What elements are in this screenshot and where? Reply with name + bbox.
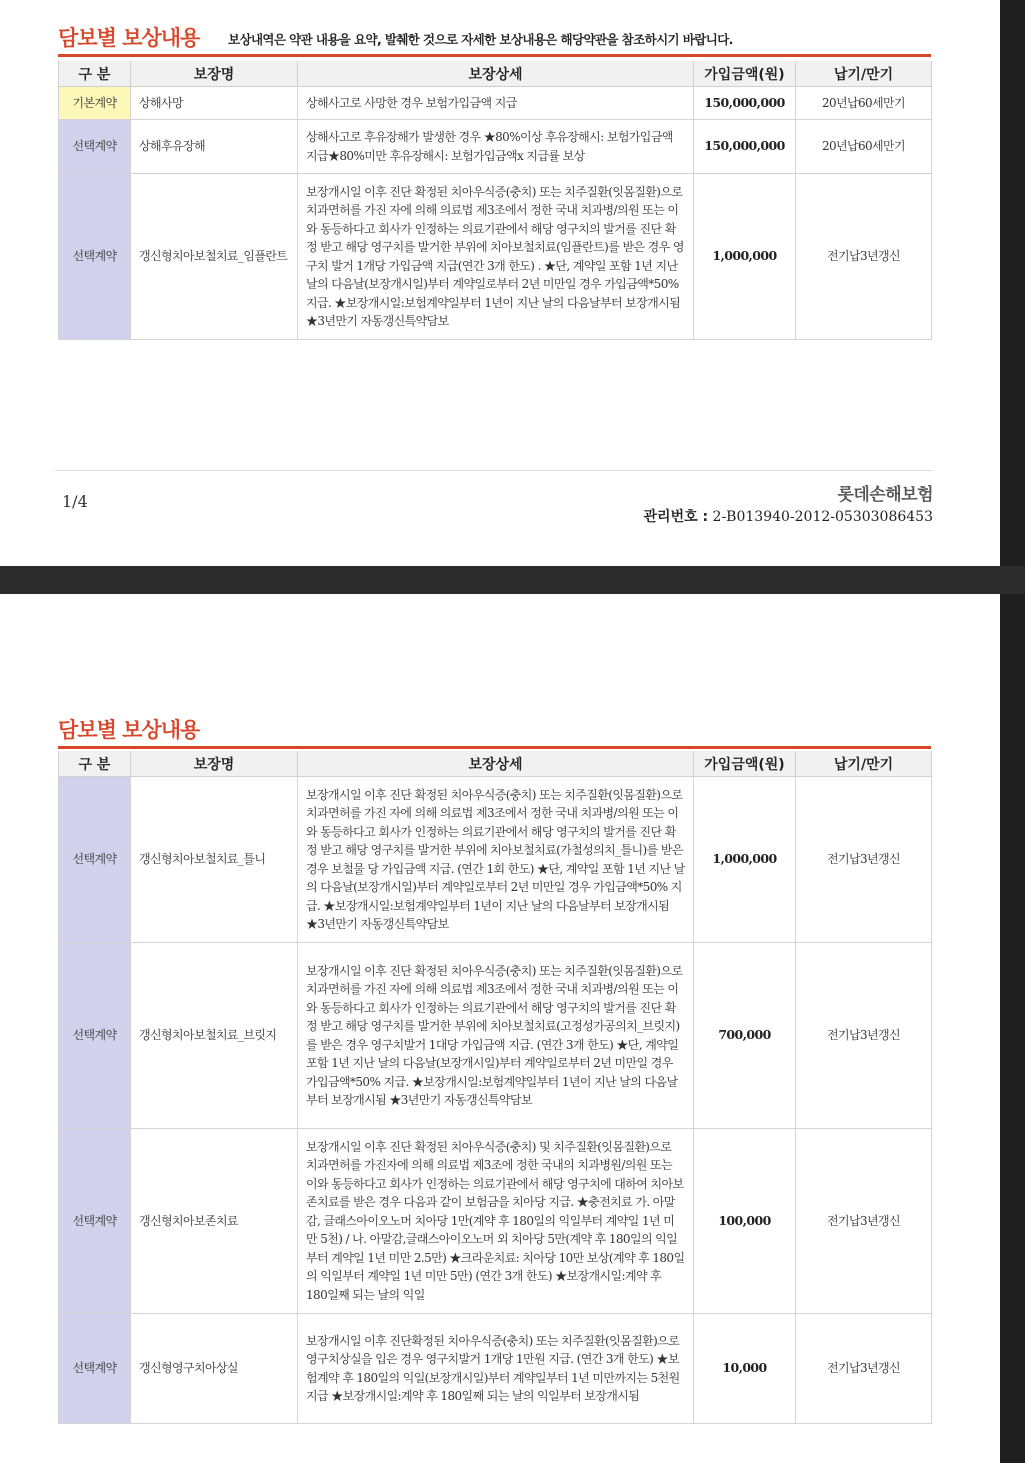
row-amount: 1,000,000 — [694, 174, 796, 340]
section-title: 담보별 보상내용 — [58, 718, 200, 742]
table-row — [59, 1314, 932, 1424]
section-title: 담보별 보상내용 — [58, 26, 200, 50]
row-detail: 보장개시일 이후 진단확정된 치아우식증(충치) 또는 치주질환(잇몸질환)으로 영구치상실을 입은 경우 영구치발거 1개당 1만원 지급. (연간 3개 한도) ★보험계약 후 180일의 익일(보장개시일)부터 계약일부터 1년 미만까지는 5천원 지급 ★보장개시일:계약 후 180일째 되는 날의 익일부터 보장개시됨 — [298, 1314, 694, 1424]
header-detail: 보장상세 — [298, 61, 694, 87]
row-detail: 상해사고로 사망한 경우 보험가입금액 지급 — [298, 87, 694, 120]
row-amount: 150,000,000 — [694, 87, 796, 120]
row-name: 갱신형치아보존치료 — [131, 1129, 298, 1314]
header-name: 보장명 — [131, 751, 298, 777]
table-row — [59, 174, 932, 340]
row-term: 20년납60세만기 — [796, 120, 932, 174]
row-category: 기본계약 — [59, 87, 131, 120]
row-term: 전기납3년갱신 — [796, 174, 932, 340]
row-name: 갱신형영구치아상실 — [131, 1314, 298, 1424]
row-name: 갱신형치아보철치료_틀니 — [131, 777, 298, 943]
company-name: 롯데손해보험 — [837, 485, 933, 505]
row-detail: 보장개시일 이후 진단 확정된 치아우식증(충치) 또는 치주질환(잇몸질환)으로 치과면허를 가진 자에 의해 의료법 제3조에서 정한 국내 치과병/의원 또는 이와 동등하다고 회사가 인정하는 의료기관에서 해당 영구치의 발거를 진단 확정 받고 해당 영구치를 발거한 부위에 치아보철치료(고정성가공의치_브릿지)를 받은 경우 영구치발거 1대당 가입금액 지급. (연간 3개 한도) ★단, 계약일 포함 1년 지난 날의 다음날(보장개시일)부터 계약일로부터 2년 미만일 경우 가입금액*50% 지급. ★보장개시일:보험계약일부터 1년이 지난 날의 다음날부터 보장개시됨 ★3년만기 자동갱신특약담보 — [298, 943, 694, 1129]
table-row — [59, 87, 932, 120]
management-number-value: 2-B013940-2012-05303086453 — [712, 509, 933, 525]
table-row — [59, 120, 932, 174]
coverage-table — [58, 61, 932, 340]
management-number — [644, 506, 933, 526]
header-term: 납기/만기 — [796, 751, 932, 777]
row-name: 갱신형치아보철치료_임플란트 — [131, 174, 298, 340]
viewer-scroll-gutter — [1000, 594, 1025, 1463]
row-name: 상해사망 — [131, 87, 298, 120]
row-detail: 보장개시일 이후 진단 확정된 치아우식증(충치) 또는 치주질환(잇몸질환)으로 치과면허를 가진 자에 의해 의료법 제3조에서 정한 국내 치과병/의원 또는 이와 동등하다고 회사가 인정하는 의료기관에서 해당 영구치의 발거를 진단 확정 받고 해당 영구치를 발거한 부위에 치아보철치료(가철성의치_틀니)를 받은 경우 보철물 당 가입금액 지급. (연간 1회 한도) ★단, 계약일 포함 1년 지난 날의 다음날(보장개시일)부터 계약일로부터 2년 미만일 경우 가입금액*50% 지급. ★보장개시일:보험계약일부터 1년이 지난 날의 다음날부터 보장개시됨 ★3년만기 자동갱신특약담보 — [298, 777, 694, 943]
row-category: 선택계약 — [59, 943, 131, 1129]
document-page-1 — [0, 0, 1000, 566]
section-note: 보상내역은 약관 내용을 요약, 발췌한 것으로 자세한 보상내용은 해당약관을 참조하시기 바랍니다. — [228, 32, 733, 47]
section-header — [58, 26, 931, 57]
header-amount: 가입금액(원) — [694, 61, 796, 87]
coverage-table — [58, 751, 932, 1424]
row-amount: 150,000,000 — [694, 120, 796, 174]
row-name: 갱신형치아보철치료_브릿지 — [131, 943, 298, 1129]
row-term: 전기납3년갱신 — [796, 1314, 932, 1424]
table-header-row — [59, 751, 932, 777]
header-category: 구 분 — [59, 61, 131, 87]
row-amount: 10,000 — [694, 1314, 796, 1424]
row-detail: 상해사고로 후유장해가 발생한 경우 ★80%이상 후유장해시: 보험가입금액 지급★80%미만 후유장해시: 보험가입금액x 지급률 보상 — [298, 120, 694, 174]
header-amount: 가입금액(원) — [694, 751, 796, 777]
header-detail: 보장상세 — [298, 751, 694, 777]
row-term: 전기납3년갱신 — [796, 777, 932, 943]
header-term: 납기/만기 — [796, 61, 932, 87]
footer-divider — [55, 470, 933, 471]
row-category: 선택계약 — [59, 120, 131, 174]
table-row — [59, 943, 932, 1129]
section-header — [58, 718, 931, 749]
header-category: 구 분 — [59, 751, 131, 777]
page-number: 1/4 — [62, 492, 88, 511]
table-header-row — [59, 61, 932, 87]
table-row — [59, 1129, 932, 1314]
row-term: 전기납3년갱신 — [796, 943, 932, 1129]
row-detail: 보장개시일 이후 진단 확정된 치아우식증(충치) 및 치주질환(잇몸질환)으로 치과면허를 가진자에 의해 의료법 제3조에 정한 국내의 치과병원/의원 또는 이와 동등하다고 회사가 인정하는 의료기관에서 해당 영구치에 대하여 치아보존치료를 받은 경우 다음과 같이 보험금을 치아당 지급. ★충전치료 가. 아말감, 글래스아이오노머 치아당 1만(계약 후 180일의 익일부터 계약일 1년 미만 5천) / 나. 아말감,글래스아이오노머 외 치아당 5만(계약 후 180일의 익일부터 계약일 1년 미만 2.5만) ★크라운치료: 치아당 10만 보상(계약 후 180일의 익일부터 계약일 1년 미만 5만) (연간 3개 한도) ★보장개시일:계약 후 180일째 되는 날의 익일 — [298, 1129, 694, 1314]
row-amount: 100,000 — [694, 1129, 796, 1314]
row-category: 선택계약 — [59, 777, 131, 943]
row-amount: 700,000 — [694, 943, 796, 1129]
row-category: 선택계약 — [59, 174, 131, 340]
document-page-2 — [0, 594, 1000, 1463]
row-term: 20년납60세만기 — [796, 87, 932, 120]
row-term: 전기납3년갱신 — [796, 1129, 932, 1314]
row-category: 선택계약 — [59, 1129, 131, 1314]
row-amount: 1,000,000 — [694, 777, 796, 943]
header-name: 보장명 — [131, 61, 298, 87]
row-category: 선택계약 — [59, 1314, 131, 1424]
row-name: 상해후유장해 — [131, 120, 298, 174]
management-number-label: 관리번호 : — [643, 509, 709, 525]
viewer-scroll-gutter — [1000, 0, 1025, 566]
table-row — [59, 777, 932, 943]
row-detail: 보장개시일 이후 진단 확정된 치아우식증(충치) 또는 치주질환(잇몸질환)으로 치과면허를 가진 자에 의해 의료법 제3조에서 정한 국내 치과병/의원 또는 이와 동등하다고 회사가 인정하는 의료기관에서 해당 영구치의 발거를 진단 확정 받고 해당 영구치를 발거한 부위에 치아보철치료(임플란트)를 받은 경우 영구치 발거 1개당 가입금액 지급(연간 3개 한도) . ★단, 계약일 포함 1년 지난 날의 다음날(보장개시일)부터 계약일로부터 2년 미만일 경우 가입금액*50% 지급. ★보장개시일:보험계약일부터 1년이 지난 날의 다음날부터 보장개시됨 ★3년만기 자동갱신특약담보 — [298, 174, 694, 340]
